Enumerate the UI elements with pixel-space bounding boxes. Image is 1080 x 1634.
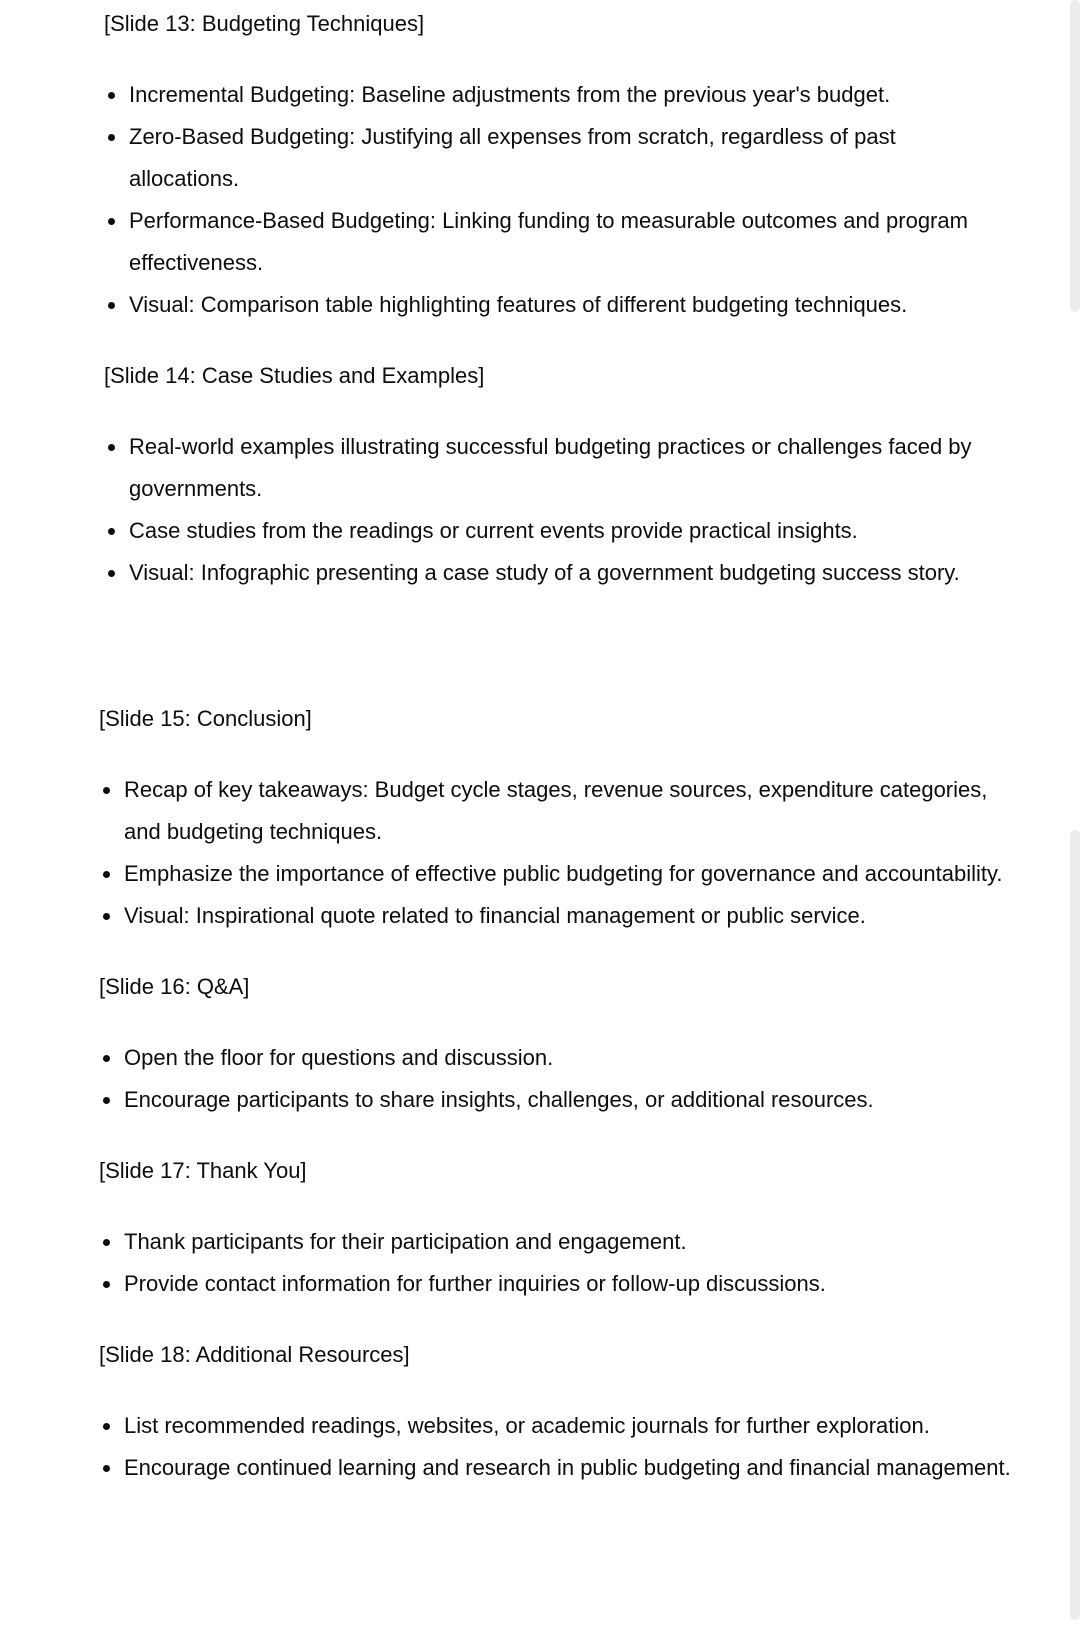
slide-16-bullet-list — [99, 1037, 1029, 1121]
response-block-upper — [104, 0, 1004, 623]
slide-18-bullet-list — [99, 1405, 1029, 1489]
slide-18-heading: [Slide 18: Additional Resources] — [99, 1342, 410, 1367]
scrollbar-thumb-lower[interactable] — [1070, 830, 1080, 1620]
slide-17-bullet-list — [99, 1221, 1029, 1305]
list-item: Encourage participants to share insights, challenges, or additional resources. — [99, 1079, 1029, 1121]
list-item: Provide contact information for further inquiries or follow-up discussions. — [99, 1263, 1029, 1305]
list-item: Visual: Comparison table highlighting features of different budgeting techniques. — [104, 284, 1004, 326]
slide-14-bullet-list — [104, 426, 1004, 594]
response-block-lower — [99, 695, 1029, 1518]
list-item: Real-world examples illustrating successful budgeting practices or challenges faced by governments. — [104, 426, 1004, 510]
list-item: Visual: Infographic presenting a case study of a government budgeting success story. — [104, 552, 1004, 594]
slide-15-bullet-list — [99, 769, 1029, 937]
slide-16-heading: [Slide 16: Q&A] — [99, 974, 250, 999]
list-item: Zero-Based Budgeting: Justifying all expenses from scratch, regardless of past allocations. — [104, 116, 1004, 200]
list-item: Visual: Inspirational quote related to financial management or public service. — [99, 895, 1029, 937]
list-item: Open the floor for questions and discussion. — [99, 1037, 1029, 1079]
slide-14-heading: [Slide 14: Case Studies and Examples] — [104, 363, 485, 388]
list-item: Case studies from the readings or current events provide practical insights. — [104, 510, 1004, 552]
slide-13-bullet-list — [104, 74, 1004, 326]
list-item: Recap of key takeaways: Budget cycle stages, revenue sources, expenditure categories, and budgeting techniques. — [99, 769, 1029, 853]
list-item: Emphasize the importance of effective public budgeting for governance and accountability. — [99, 853, 1029, 895]
scrollbar-thumb-upper[interactable] — [1070, 0, 1080, 312]
list-item: Incremental Budgeting: Baseline adjustments from the previous year's budget. — [104, 74, 1004, 116]
slide-15-heading: [Slide 15: Conclusion] — [99, 706, 312, 731]
list-item: List recommended readings, websites, or academic journals for further exploration. — [99, 1405, 1029, 1447]
list-item: Performance-Based Budgeting: Linking funding to measurable outcomes and program effectiveness. — [104, 200, 1004, 284]
list-item: Encourage continued learning and research in public budgeting and financial management. — [99, 1447, 1029, 1489]
slide-17-heading: [Slide 17: Thank You] — [99, 1158, 307, 1183]
slide-13-heading: [Slide 13: Budgeting Techniques] — [104, 11, 425, 36]
list-item: Thank participants for their participation and engagement. — [99, 1221, 1029, 1263]
